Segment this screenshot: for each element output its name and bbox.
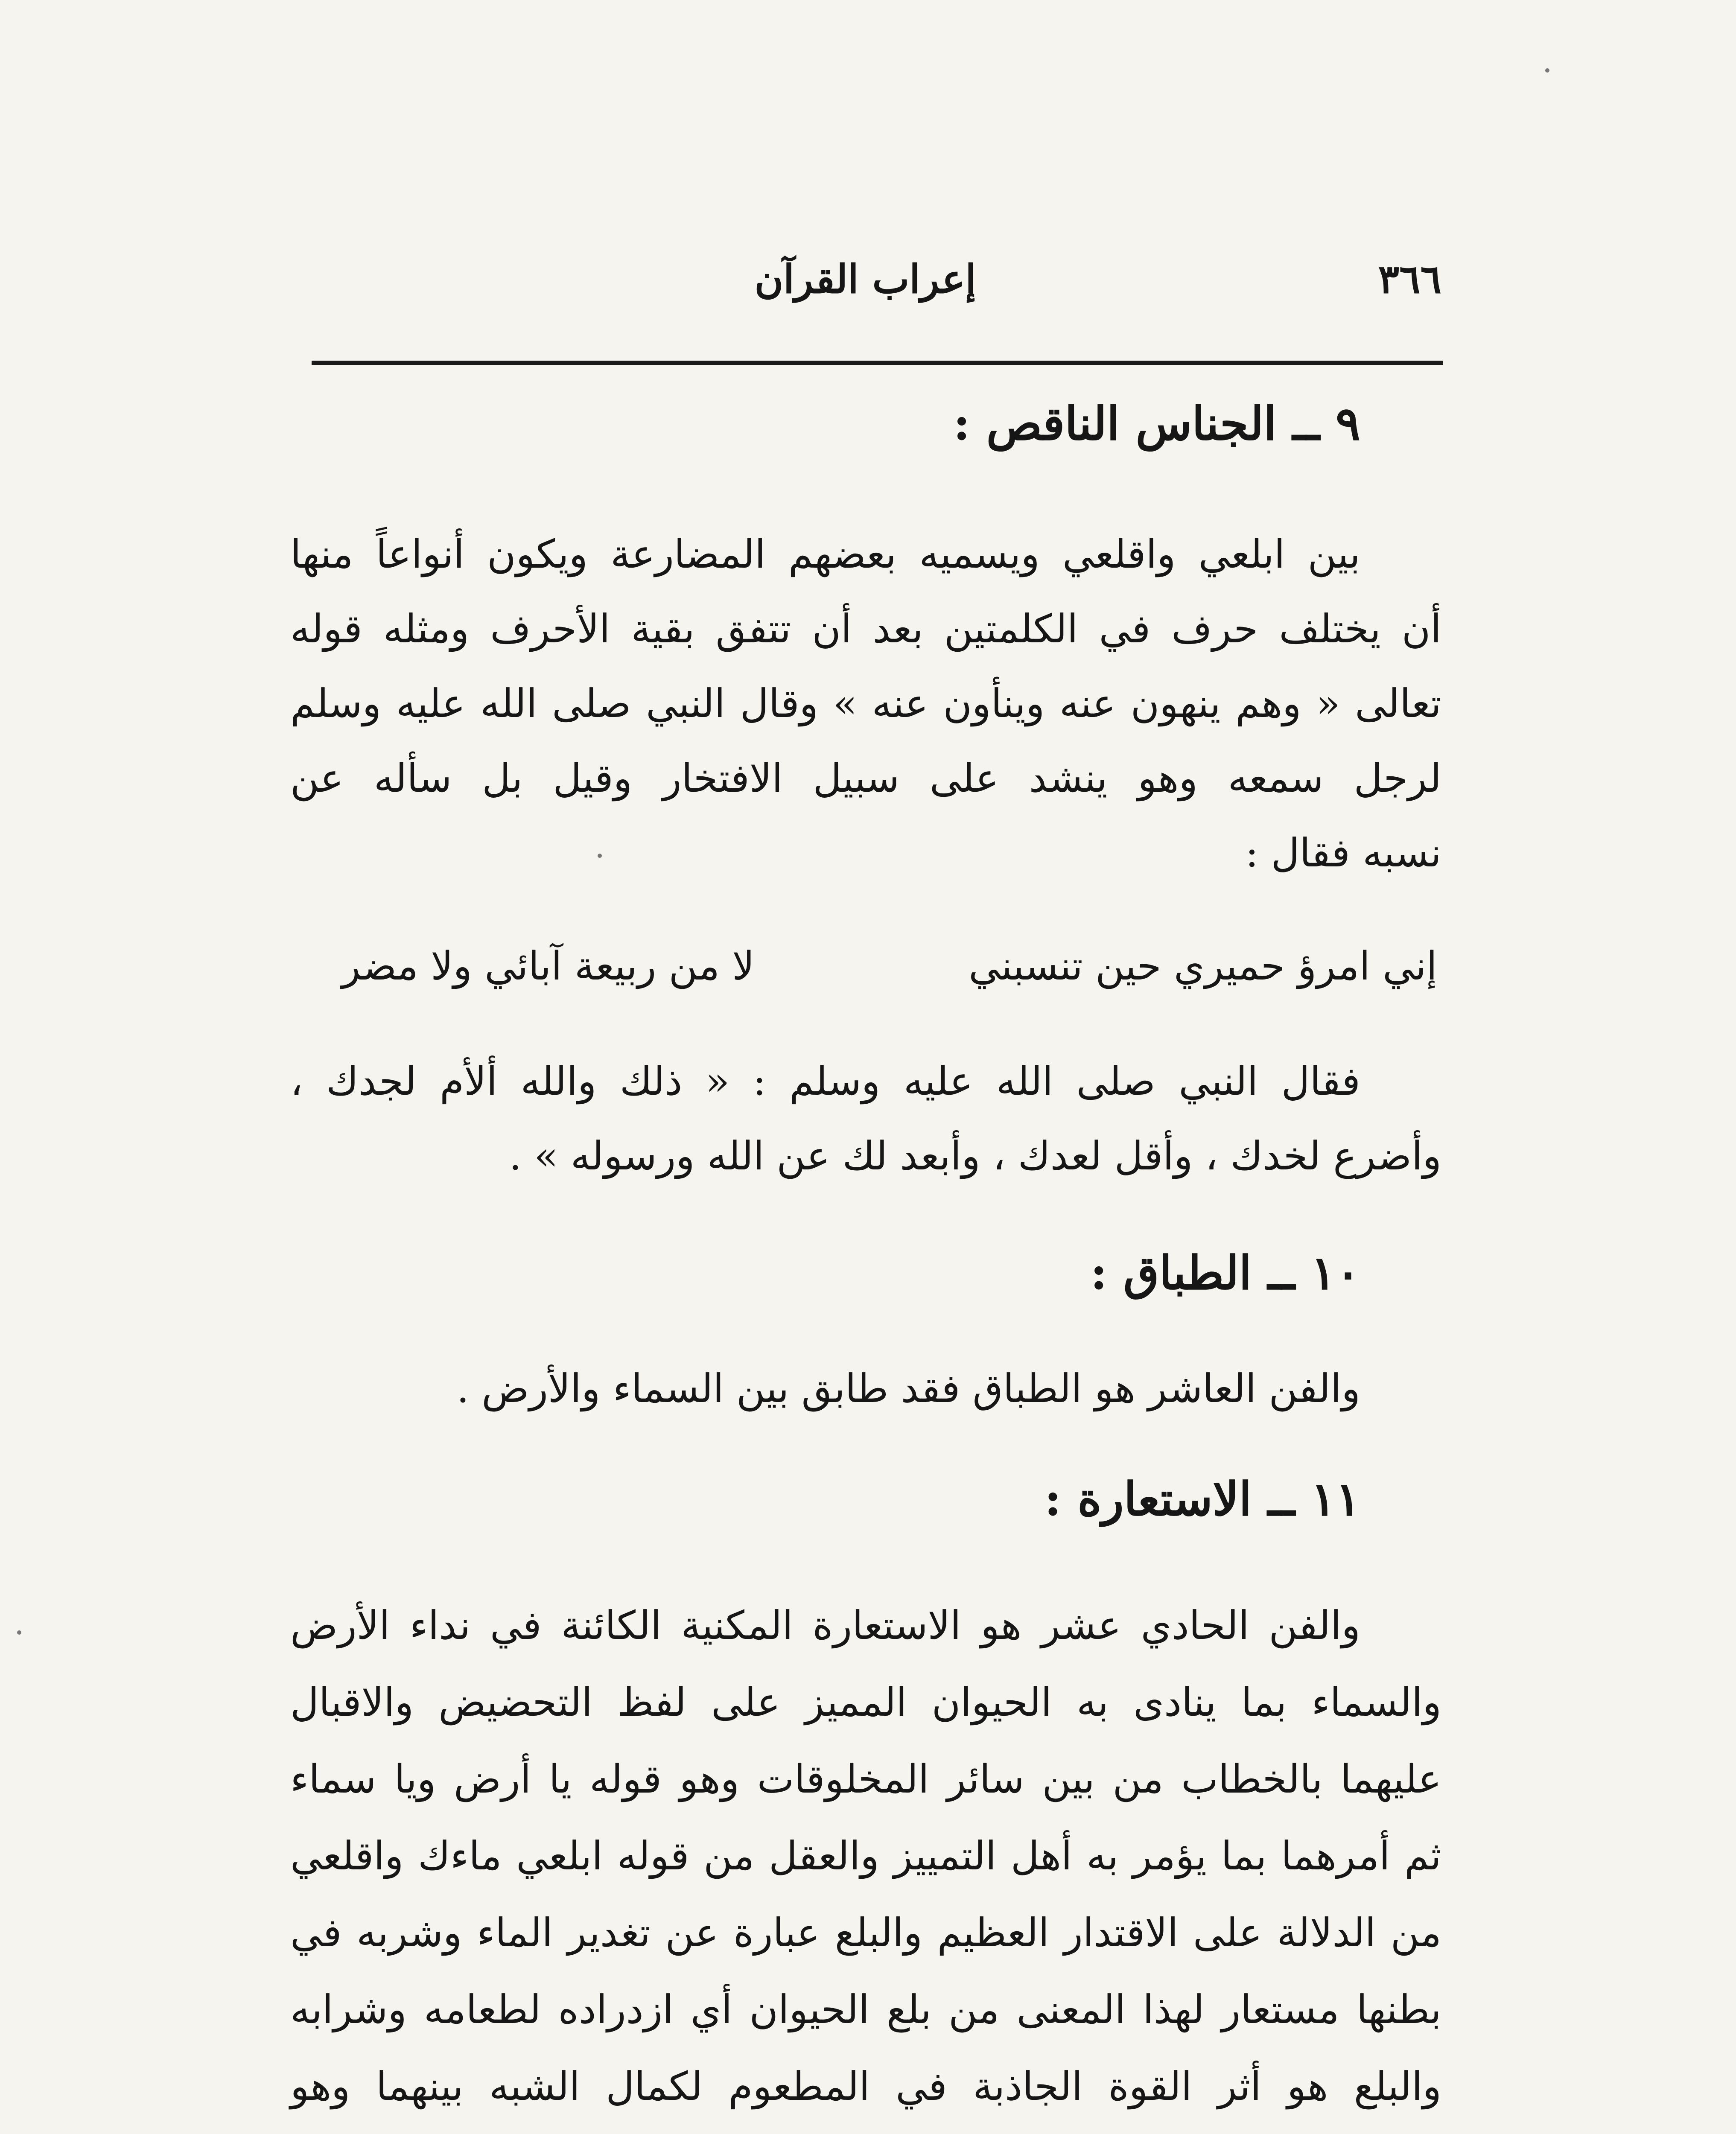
paragraph-line: والسماء بما ينادى به الحيوان المميز على لفظ التحضيض والاقبال xyxy=(290,1679,1441,1725)
paragraph-line: وأضرع لخدك ، وأقل لعدك ، وأبعد لك عن الله ورسوله » . xyxy=(509,1133,1441,1179)
verse-first-hemistich: إني امرؤ حميري حين تنسبني xyxy=(969,943,1437,989)
paragraph-line: والفن العاشر هو الطباق فقد طابق بين السماء والأرض . xyxy=(456,1366,1360,1411)
page-number: ٣٦٦ xyxy=(1378,256,1441,302)
paragraph-line: والبلع هو أثر القوة الجاذبة في المطعوم لكمال الشبه بينهما وهو xyxy=(290,2064,1441,2109)
running-title: إعراب القرآن xyxy=(754,256,976,302)
paragraph-line: بطنها مستعار لهذا المعنى من بلع الحيوان أي ازدراده لطعامه وشرابه xyxy=(290,1987,1441,2032)
paragraph-line: لرجل سمعه وهو ينشد على سبيل الافتخار وقيل بل سأله عن xyxy=(290,755,1441,801)
paragraph-line: عليهما بالخطاب من بين سائر المخلوقات وهو قوله يا أرض ويا سماء xyxy=(290,1756,1441,1802)
paragraph-line: فقال النبي صلى الله عليه وسلم : « ذلك والله ألأم لجدك ، xyxy=(290,1058,1360,1104)
scan-speck xyxy=(1545,68,1549,73)
paragraph-line: والفن الحادي عشر هو الاستعارة المكنية الكائنة في نداء الأرض xyxy=(290,1603,1360,1648)
scan-speck xyxy=(17,1630,21,1635)
paragraph-line: من الدلالة على الاقتدار العظيم والبلع عبارة عن تغدير الماء وشربه في xyxy=(290,1910,1441,1956)
scan-speck xyxy=(598,854,602,858)
section-heading-istiara: ١١ ــ الاستعارة : xyxy=(1044,1472,1360,1526)
header-rule xyxy=(312,361,1443,365)
section-heading-tibaq: ١٠ ــ الطباق : xyxy=(1090,1246,1360,1300)
paragraph-line: ثم أمرهما بما يؤمر به أهل التمييز والعقل من قوله ابلعي ماءك واقلعي xyxy=(290,1833,1441,1879)
paragraph-line: أن يختلف حرف في الكلمتين بعد أن تتفق بقية الأحرف ومثله قوله xyxy=(290,606,1441,652)
page-header xyxy=(312,256,1441,312)
section-heading-jinas: ٩ ــ الجناس الناقص : xyxy=(953,397,1360,451)
paragraph-line: نسبه فقال : xyxy=(1245,830,1441,876)
verse-second-hemistich: لا من ربيعة آبائي ولا مضر xyxy=(341,943,755,989)
paragraph-line: تعالى « وهم ينهون عنه وينأون عنه » وقال النبي صلى الله عليه وسلم xyxy=(290,681,1441,726)
paragraph-line: بين ابلعي واقلعي ويسميه بعضهم المضارعة ويكون أنواعاً منها xyxy=(290,531,1360,577)
